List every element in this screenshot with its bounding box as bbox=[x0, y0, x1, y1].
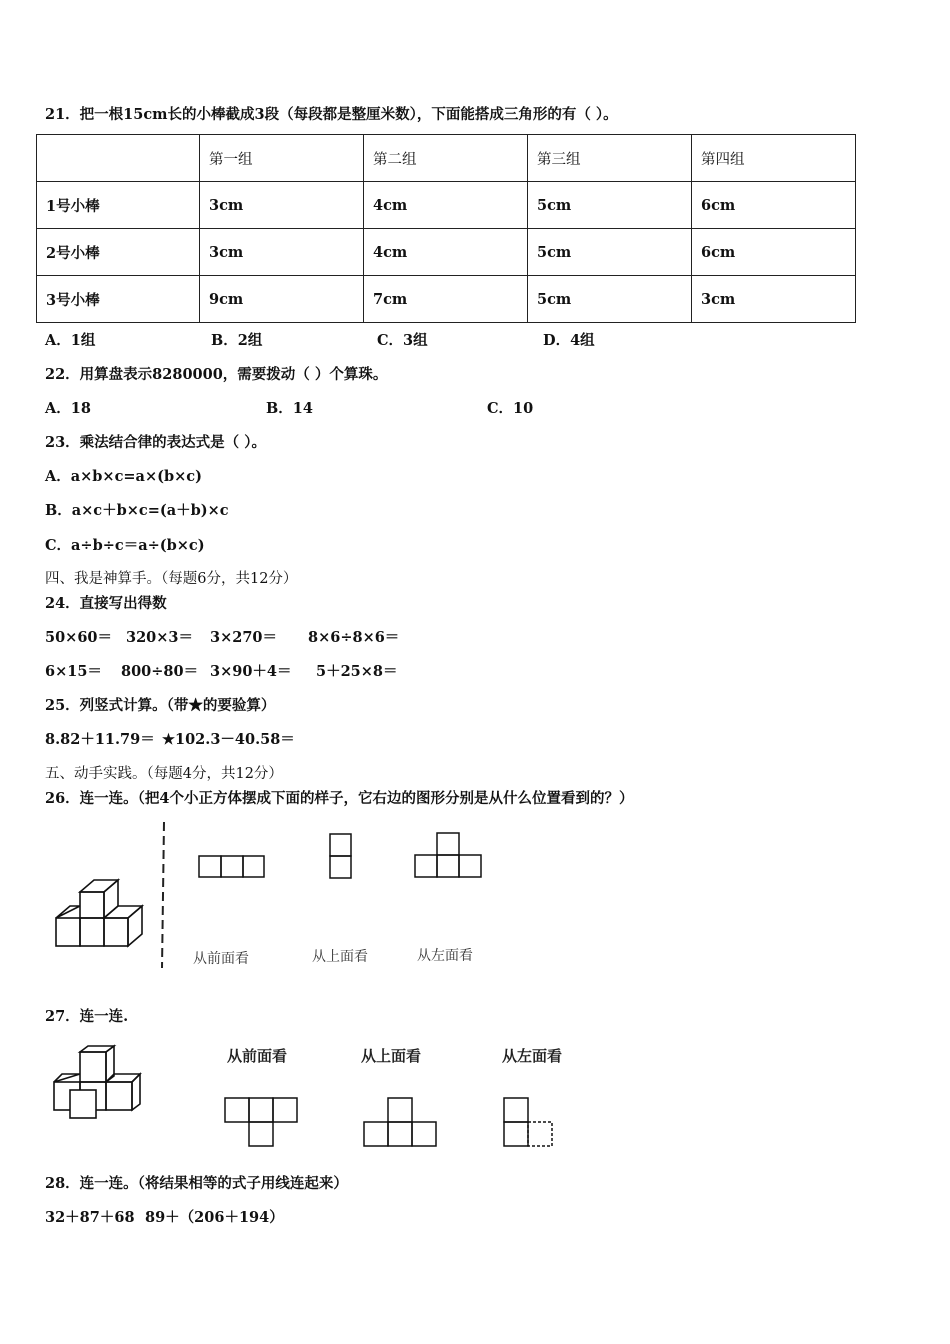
table-cell: 3cm bbox=[692, 276, 856, 323]
section-5-heading: 五、动手实践。（每题4分，共12分） bbox=[45, 766, 283, 782]
option-a[interactable]: A．1组 bbox=[45, 332, 96, 349]
table-header-cell: 第三组 bbox=[528, 135, 692, 182]
q26-cube-stack-figure bbox=[50, 872, 150, 954]
question-21-options bbox=[45, 329, 595, 350]
table-cell: 6cm bbox=[692, 229, 856, 276]
section-4-heading: 四、我是神算手。（每题6分，共12分） bbox=[45, 571, 298, 587]
q26-label-top: 从上面看 bbox=[312, 949, 368, 965]
q27-label-front: 从前面看 bbox=[227, 1047, 288, 1065]
question-26-text: 26．连一连。（把4个小正方体摆成下面的样子，它右边的图形分别是从什么位置看到的？） bbox=[45, 790, 634, 807]
table-cell: 3cm bbox=[200, 229, 364, 276]
table-cell: 5cm bbox=[528, 229, 692, 276]
table-cell: 7cm bbox=[364, 276, 528, 323]
q27-label-top: 从上面看 bbox=[361, 1047, 422, 1065]
option-b[interactable]: B．2组 bbox=[211, 332, 263, 349]
sticks-table bbox=[36, 134, 856, 323]
table-cell: 4cm bbox=[364, 229, 528, 276]
q27-view-t-shape-wide bbox=[224, 1097, 300, 1147]
calc-item: 8.82＋11.79＝ bbox=[45, 731, 155, 748]
option-a[interactable]: A．18 bbox=[45, 400, 91, 417]
table-cell: 1号小棒 bbox=[37, 182, 200, 229]
option-d[interactable]: D．4组 bbox=[543, 332, 595, 349]
q27-cube-figure bbox=[50, 1044, 160, 1120]
table-cell: 6cm bbox=[692, 182, 856, 229]
option-c[interactable]: C．a÷b÷c＝a÷(b×c) bbox=[45, 537, 205, 554]
table-header-cell: 第四组 bbox=[692, 135, 856, 182]
option-b[interactable]: B．a×c＋b×c=(a＋b)×c bbox=[45, 502, 229, 519]
question-23-text: 23．乘法结合律的表达式是（ ）。 bbox=[45, 434, 266, 451]
table-header-cell: 第二组 bbox=[364, 135, 528, 182]
option-c[interactable]: C．3组 bbox=[377, 332, 428, 349]
table-cell: 3cm bbox=[200, 182, 364, 229]
question-28-text: 28．连一连。（将结果相等的式子用线连起来） bbox=[45, 1175, 348, 1192]
q26-dashed-divider bbox=[159, 822, 167, 968]
question-25-text: 25．列竖式计算。（带★的要验算） bbox=[45, 697, 276, 714]
table-cell: 5cm bbox=[528, 276, 692, 323]
q27-view-inverted-t-shape bbox=[363, 1097, 439, 1147]
calc-item: ★102.3－40.58＝ bbox=[162, 731, 295, 748]
table-row bbox=[37, 182, 856, 229]
table-cell: 5cm bbox=[528, 182, 692, 229]
expression-item[interactable]: 32＋87＋68 bbox=[45, 1209, 135, 1226]
q26-view-t-shape bbox=[414, 832, 482, 878]
calc-item: 3×270＝ bbox=[210, 629, 278, 646]
q27-label-left: 从左面看 bbox=[502, 1047, 563, 1065]
calc-item: 320×3＝ bbox=[126, 629, 194, 646]
question-22-text: 22．用算盘表示8280000，需要拨动（ ）个算珠。 bbox=[45, 366, 388, 383]
table-row bbox=[37, 276, 856, 323]
q26-view-three-squares-row bbox=[198, 855, 266, 879]
table-row bbox=[37, 229, 856, 276]
question-21-text: 21．把一根15cm长的小棒截成3段（每段都是整厘米数），下面能搭成三角形的有（ ）。 bbox=[45, 106, 618, 123]
calc-item: 5＋25×8＝ bbox=[316, 663, 398, 680]
option-c[interactable]: C．10 bbox=[487, 400, 534, 417]
table-header-row bbox=[37, 135, 856, 182]
table-cell: 9cm bbox=[200, 276, 364, 323]
question-24-text: 24．直接写出得数 bbox=[45, 595, 167, 612]
question-27-text: 27．连一连. bbox=[45, 1008, 129, 1025]
q26-view-two-stacked-squares bbox=[329, 833, 353, 879]
expression-item[interactable]: 89＋（206＋194） bbox=[145, 1209, 284, 1226]
option-a[interactable]: A．a×b×c=a×(b×c) bbox=[45, 468, 202, 485]
table-cell: 3号小棒 bbox=[37, 276, 200, 323]
question-22-options bbox=[45, 397, 533, 418]
table-cell: 2号小棒 bbox=[37, 229, 200, 276]
calc-item: 50×60＝ bbox=[45, 629, 113, 646]
q26-label-left: 从左面看 bbox=[417, 948, 473, 964]
table-cell: 4cm bbox=[364, 182, 528, 229]
calc-item: 800÷80＝ bbox=[121, 663, 199, 680]
table-cell bbox=[37, 135, 200, 182]
q27-view-l-shape bbox=[503, 1097, 555, 1147]
calc-item: 3×90＋4＝ bbox=[210, 663, 292, 680]
q26-label-front: 从前面看 bbox=[193, 951, 249, 967]
calc-item: 8×6÷8×6＝ bbox=[308, 629, 400, 646]
option-b[interactable]: B．14 bbox=[266, 400, 313, 417]
table-header-cell: 第一组 bbox=[200, 135, 364, 182]
calc-item: 6×15＝ bbox=[45, 663, 102, 680]
